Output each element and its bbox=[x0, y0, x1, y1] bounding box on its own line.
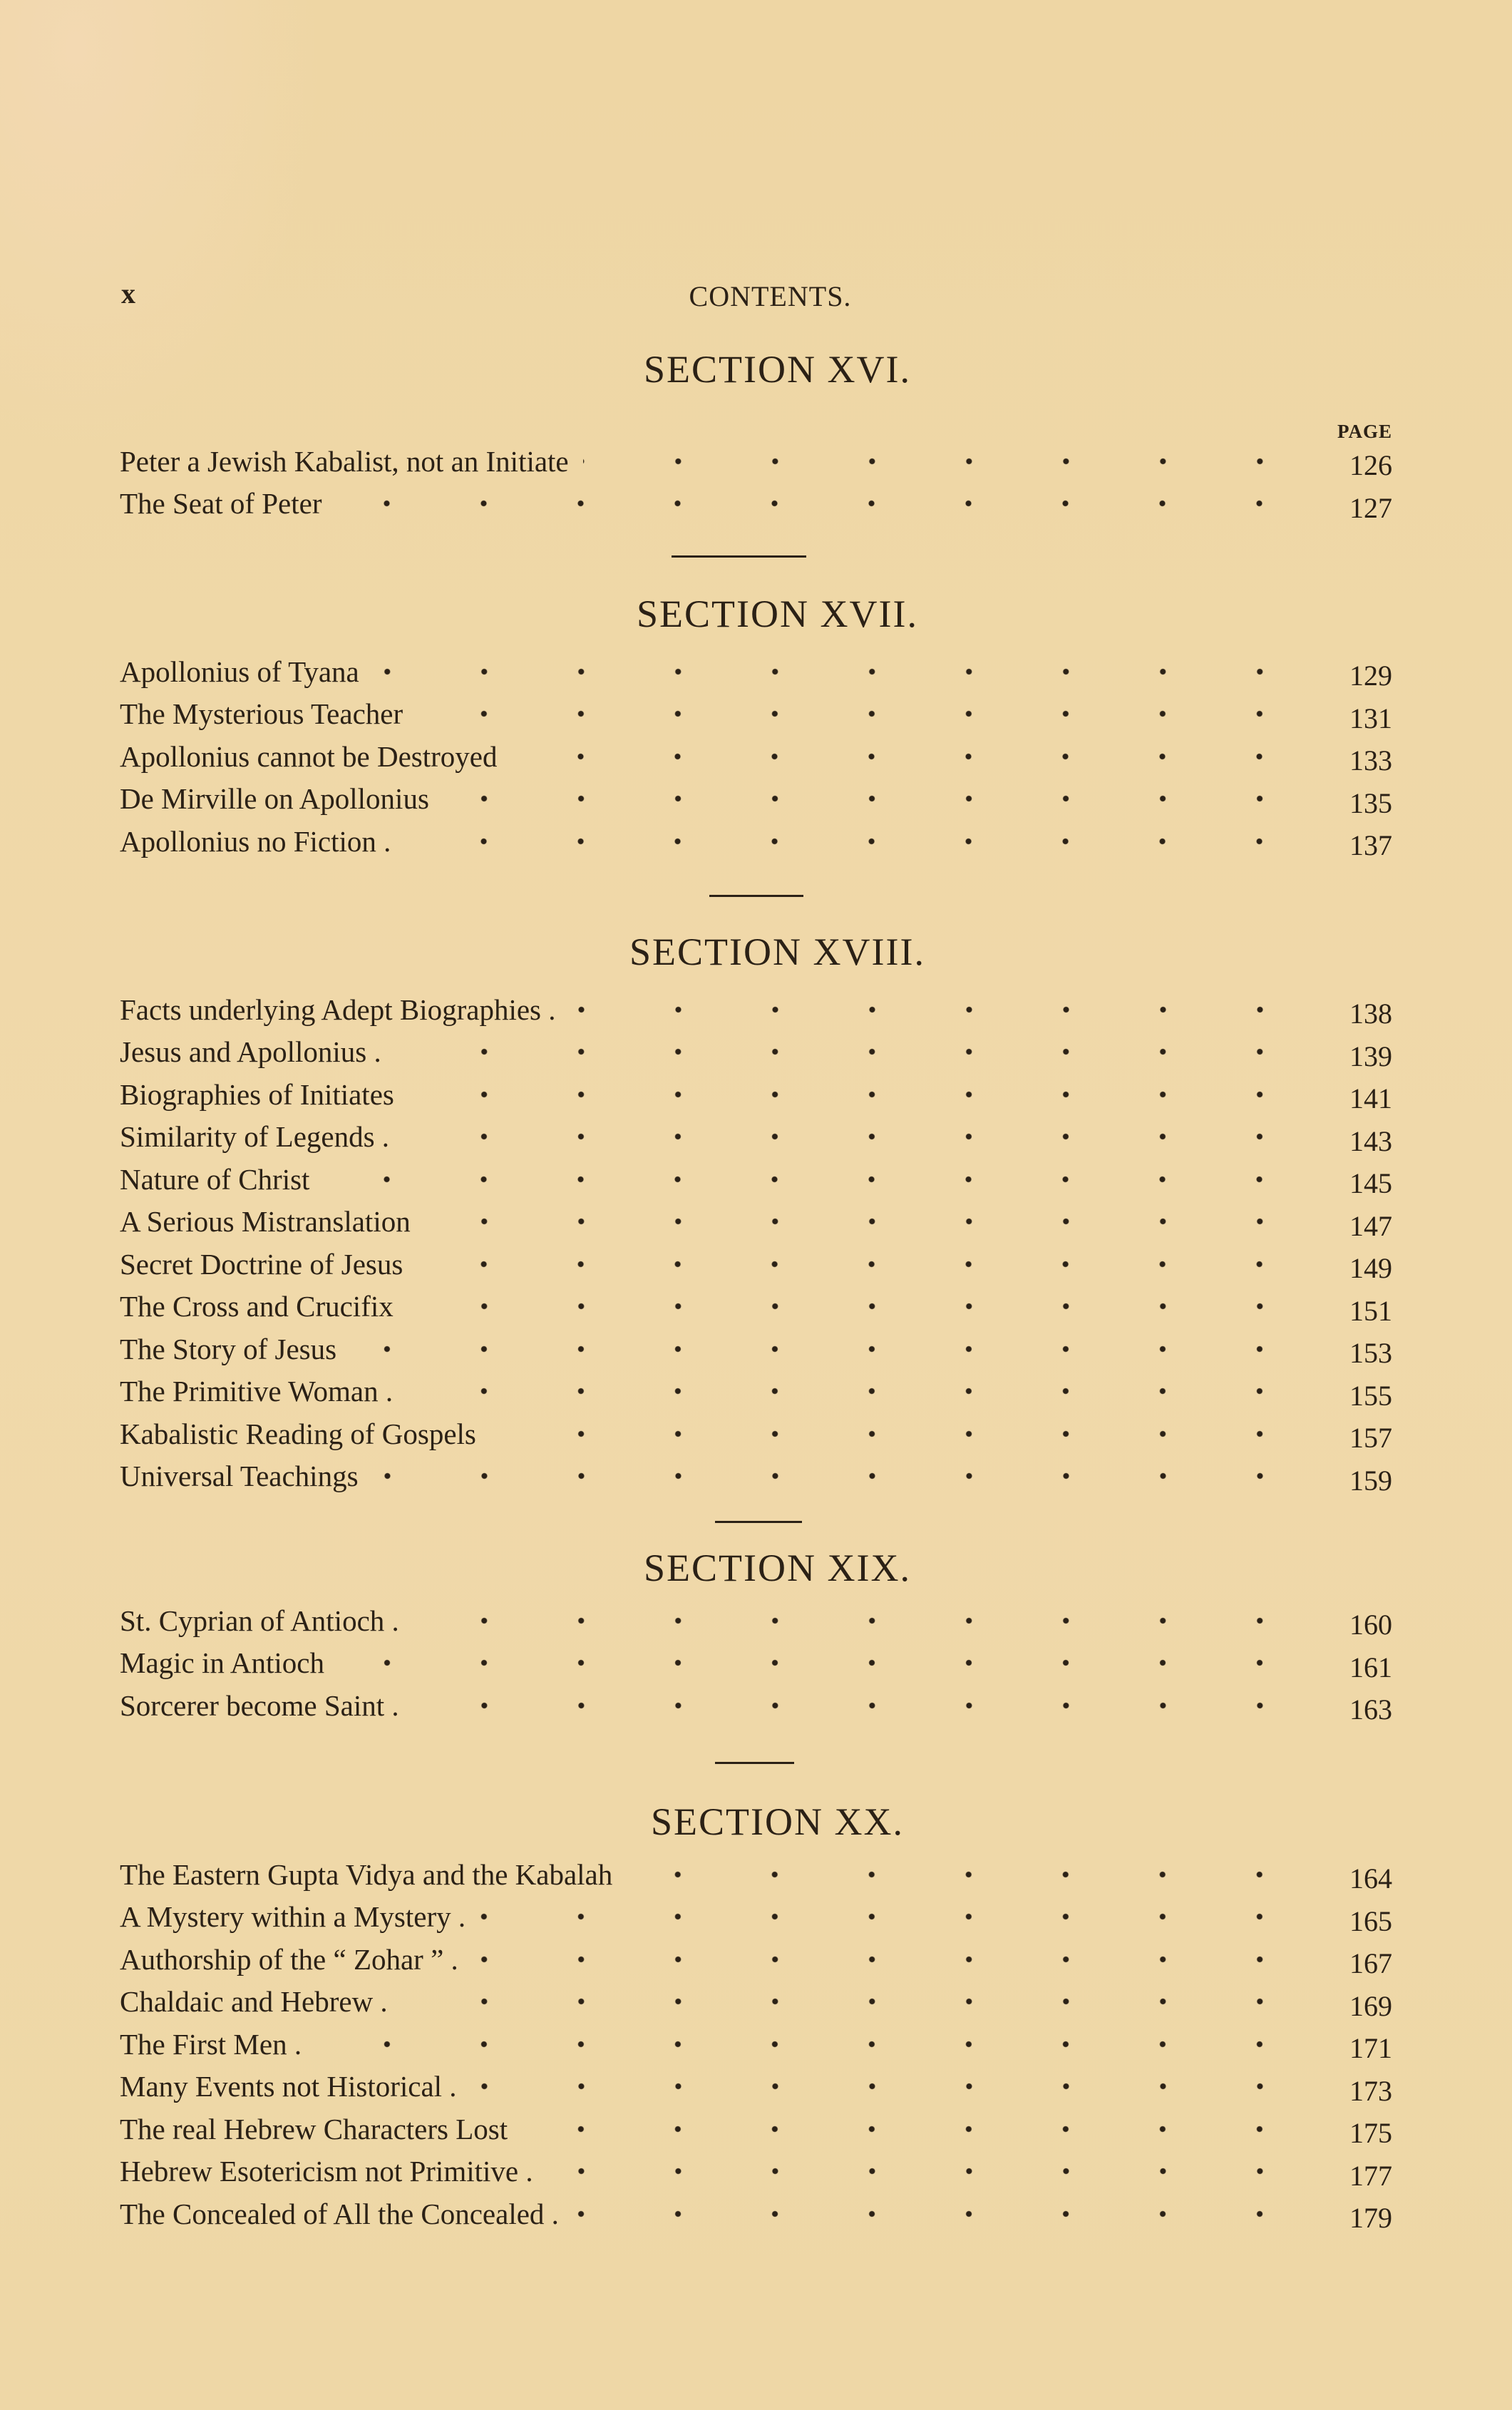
dot-leader bbox=[408, 1299, 1314, 1313]
toc-entry bbox=[120, 2108, 1392, 2150]
running-title: CONTENTS. bbox=[689, 280, 852, 312]
dot-leader bbox=[403, 1129, 1314, 1144]
entry-page-number: 126 bbox=[1349, 449, 1392, 482]
dot-leader bbox=[570, 1003, 1315, 1017]
entry-title: Apollonius cannot be Destroyed bbox=[120, 739, 498, 773]
dot-leader bbox=[473, 1952, 1314, 1967]
entry-page-number: 147 bbox=[1349, 1209, 1392, 1242]
section-heading: SECTION XIX. bbox=[644, 1547, 911, 1589]
section-divider bbox=[715, 1521, 802, 1523]
entry-page-number: 171 bbox=[1349, 2032, 1392, 2065]
section-heading: SECTION XX. bbox=[651, 1800, 904, 1843]
toc-entry bbox=[120, 1286, 1392, 1328]
entry-title: The Eastern Gupta Vidya and the Kabalah bbox=[120, 1857, 613, 1891]
dot-leader bbox=[407, 1384, 1314, 1398]
entry-title: Facts underlying Adept Biographies . bbox=[120, 993, 556, 1026]
entry-title: Jesus and Apollonius . bbox=[120, 1035, 381, 1069]
toc-entry bbox=[120, 1938, 1392, 1981]
section-divider bbox=[672, 555, 806, 558]
entry-title: The Mysterious Teacher bbox=[120, 697, 403, 731]
toc-entry bbox=[120, 2150, 1392, 2193]
entry-page-number: 145 bbox=[1349, 1167, 1392, 1200]
section-entries bbox=[120, 440, 1392, 525]
entry-title: Secret Doctrine of Jesus bbox=[120, 1247, 403, 1281]
dot-leader bbox=[351, 1342, 1314, 1356]
dot-leader bbox=[627, 1867, 1314, 1882]
entry-title: The Story of Jesus bbox=[120, 1332, 337, 1365]
toc-entry bbox=[120, 1158, 1392, 1201]
dot-leader bbox=[324, 1172, 1314, 1186]
dot-leader bbox=[425, 1214, 1314, 1229]
entry-page-number: 167 bbox=[1349, 1947, 1392, 1980]
toc-entry bbox=[120, 2193, 1392, 2235]
section-heading: SECTION XVIII. bbox=[629, 930, 925, 973]
dot-leader bbox=[373, 1469, 1314, 1483]
dot-leader bbox=[471, 2079, 1314, 2093]
entry-page-number: 153 bbox=[1349, 1337, 1392, 1370]
toc-entry bbox=[120, 1599, 1392, 1642]
dot-leader bbox=[417, 707, 1314, 721]
toc-entry bbox=[120, 483, 1392, 525]
entry-title: Kabalistic Reading of Gospels bbox=[120, 1417, 476, 1450]
toc-entry bbox=[120, 1031, 1392, 1074]
section-entries bbox=[120, 1599, 1392, 1727]
entry-title: Hebrew Esotericism not Primitive . bbox=[120, 2155, 533, 2188]
toc-entry bbox=[120, 693, 1392, 736]
toc-entry bbox=[120, 1981, 1392, 2024]
entry-title: The Primitive Woman . bbox=[120, 1375, 394, 1408]
section-entries bbox=[120, 1853, 1392, 2235]
dot-leader bbox=[522, 2122, 1314, 2136]
toc-entry bbox=[120, 1412, 1392, 1455]
entry-page-number: 133 bbox=[1349, 744, 1392, 777]
dot-leader bbox=[316, 2037, 1314, 2051]
entry-title: Many Events not Historical . bbox=[120, 2070, 457, 2103]
entry-page-number: 159 bbox=[1349, 1464, 1392, 1497]
dot-leader bbox=[396, 1045, 1314, 1059]
dot-leader bbox=[583, 454, 1314, 468]
page-folio: x bbox=[121, 277, 135, 309]
dot-leader bbox=[573, 2207, 1314, 2221]
entry-title: The Cross and Crucifix bbox=[120, 1290, 394, 1323]
dot-leader bbox=[490, 1427, 1314, 1441]
dot-leader bbox=[413, 1614, 1314, 1628]
section-heading: SECTION XVII. bbox=[637, 593, 918, 635]
dot-leader bbox=[405, 834, 1314, 848]
page-column-label: PAGE bbox=[1337, 421, 1392, 442]
toc-entry bbox=[120, 1073, 1392, 1116]
toc-entry bbox=[120, 1116, 1392, 1159]
dot-leader bbox=[408, 1087, 1314, 1102]
toc-entry bbox=[120, 1896, 1392, 1939]
toc-entry bbox=[120, 2023, 1392, 2066]
entry-page-number: 177 bbox=[1349, 2159, 1392, 2192]
toc-entry bbox=[120, 988, 1392, 1031]
dot-leader bbox=[413, 1698, 1314, 1713]
section-entries bbox=[120, 988, 1392, 1497]
dot-leader bbox=[417, 1257, 1314, 1271]
entry-title: Similarity of Legends . bbox=[120, 1120, 390, 1154]
toc-entry bbox=[120, 820, 1392, 863]
dot-leader bbox=[336, 496, 1314, 511]
toc-entry bbox=[120, 1328, 1392, 1370]
entry-page-number: 155 bbox=[1349, 1379, 1392, 1412]
section-heading: SECTION XVI. bbox=[644, 348, 911, 391]
entry-title: Magic in Antioch bbox=[120, 1646, 324, 1680]
entry-page-number: 149 bbox=[1349, 1252, 1392, 1285]
entry-title: Sorcerer become Saint . bbox=[120, 1688, 399, 1722]
entry-title: The Concealed of All the Concealed . bbox=[120, 2197, 559, 2230]
entry-page-number: 179 bbox=[1349, 2202, 1392, 2235]
dot-leader bbox=[443, 791, 1314, 806]
dot-leader bbox=[402, 1994, 1314, 2009]
entry-title: A Serious Mistranslation bbox=[120, 1205, 411, 1239]
toc-entry bbox=[120, 1243, 1392, 1286]
entry-page-number: 139 bbox=[1349, 1040, 1392, 1072]
entry-title: Peter a Jewish Kabalist, not an Initiate bbox=[120, 444, 569, 478]
entry-title: St. Cyprian of Antioch . bbox=[120, 1604, 399, 1637]
entry-page-number: 173 bbox=[1349, 2074, 1392, 2107]
section-divider bbox=[709, 895, 803, 897]
toc-entry bbox=[120, 735, 1392, 778]
entry-title: Apollonius no Fiction . bbox=[120, 824, 391, 858]
entry-page-number: 137 bbox=[1349, 829, 1392, 862]
toc-entry bbox=[120, 1455, 1392, 1498]
entry-title: A Mystery within a Mystery . bbox=[120, 1900, 466, 1934]
toc-entry bbox=[120, 1853, 1392, 1896]
entry-title: Apollonius of Tyana bbox=[120, 655, 359, 688]
section-divider bbox=[715, 1762, 794, 1764]
entry-page-number: 164 bbox=[1349, 1862, 1392, 1895]
entry-page-number: 161 bbox=[1349, 1651, 1392, 1683]
entry-page-number: 169 bbox=[1349, 1989, 1392, 2022]
entry-page-number: 157 bbox=[1349, 1422, 1392, 1455]
dot-leader bbox=[480, 1909, 1314, 1924]
entry-title: The real Hebrew Characters Lost bbox=[120, 2112, 508, 2145]
toc-entry bbox=[120, 1201, 1392, 1244]
dot-leader bbox=[511, 749, 1314, 764]
entry-page-number: 163 bbox=[1349, 1693, 1392, 1726]
toc-entry bbox=[120, 2066, 1392, 2108]
entry-page-number: 175 bbox=[1349, 2117, 1392, 2150]
toc-entry bbox=[120, 1684, 1392, 1727]
entry-title: Chaldaic and Hebrew . bbox=[120, 1985, 388, 2019]
entry-title: Universal Teachings bbox=[120, 1460, 359, 1493]
section-entries bbox=[120, 650, 1392, 863]
toc-entry bbox=[120, 1370, 1392, 1413]
entry-page-number: 141 bbox=[1349, 1082, 1392, 1115]
dot-leader bbox=[547, 2164, 1314, 2178]
toc-entry bbox=[120, 778, 1392, 821]
toc-entry bbox=[120, 1642, 1392, 1685]
entry-title: De Mirville on Apollonius bbox=[120, 782, 429, 816]
entry-page-number: 138 bbox=[1349, 998, 1392, 1030]
entry-page-number: 127 bbox=[1349, 491, 1392, 524]
entry-page-number: 151 bbox=[1349, 1294, 1392, 1327]
entry-title: Biographies of Initiates bbox=[120, 1077, 394, 1111]
entry-page-number: 131 bbox=[1349, 702, 1392, 734]
dot-leader bbox=[339, 1656, 1314, 1670]
toc-entry bbox=[120, 650, 1392, 693]
entry-page-number: 165 bbox=[1349, 1904, 1392, 1937]
dot-leader bbox=[374, 665, 1314, 679]
entry-title: Nature of Christ bbox=[120, 1162, 310, 1196]
entry-title: Authorship of the “ Zohar ” . bbox=[120, 1942, 458, 1976]
entry-page-number: 129 bbox=[1349, 660, 1392, 692]
toc-entry bbox=[120, 440, 1392, 483]
entry-title: The First Men . bbox=[120, 2027, 302, 2061]
entry-page-number: 143 bbox=[1349, 1124, 1392, 1157]
entry-page-number: 135 bbox=[1349, 786, 1392, 819]
entry-title: The Seat of Peter bbox=[120, 487, 322, 521]
entry-page-number: 160 bbox=[1349, 1609, 1392, 1641]
